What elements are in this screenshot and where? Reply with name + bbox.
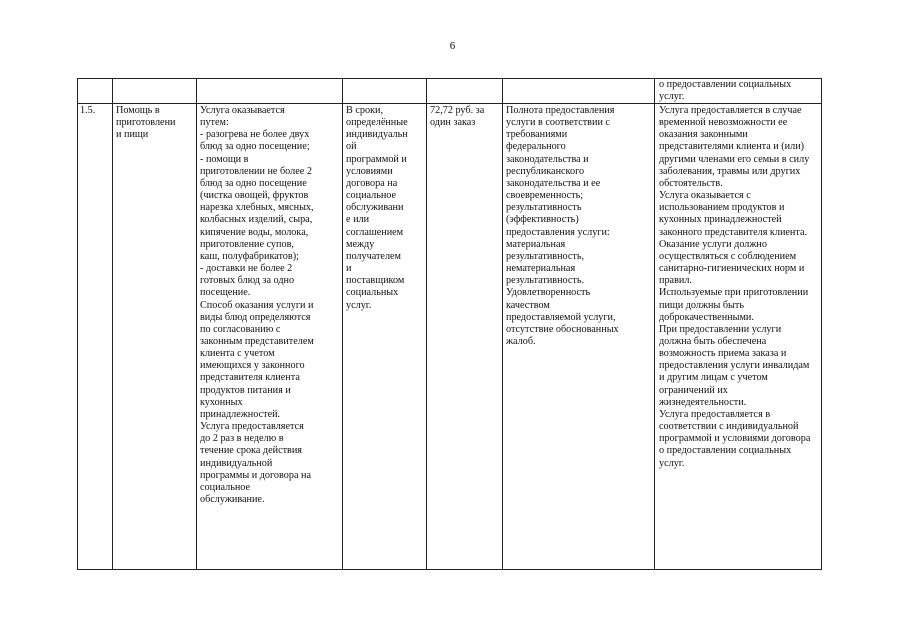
cell-text-line: ограничений их: [659, 384, 728, 396]
cell-text-line: санитарно-гигиенических норм и: [659, 263, 805, 275]
cell-text-line: блюд за одно посещение;: [200, 141, 310, 153]
cell-text-line: течение срока действия: [200, 445, 302, 457]
cell-text-line: Услуга оказывается: [200, 105, 285, 116]
table-bottom-border: [77, 569, 822, 570]
cell-text-line: посещение.: [200, 287, 251, 299]
cell-text-line: программой и: [346, 153, 407, 165]
cell-text-line: Услуга предоставляется в: [659, 408, 771, 420]
cell-text-line: кухонных принадлежностей: [659, 214, 782, 226]
cell-text-line: программы и договора на: [200, 469, 311, 481]
cell-text-line: индивидуальн: [346, 129, 408, 141]
cell-text-line: колбасных изделий, сыра,: [200, 214, 313, 226]
cell-text-line: е или: [346, 214, 370, 226]
service-conditions-cell: [659, 105, 810, 470]
cell-text-line: услуг.: [346, 299, 372, 311]
cell-text-line: о предоставлении социальных: [659, 79, 792, 90]
cell-text-line: блюд за одно посещение: [200, 177, 307, 189]
cell-text-line: и пищи: [116, 129, 149, 141]
service-quality-cell: [506, 105, 619, 348]
cell-text-line: и: [346, 263, 352, 275]
cell-text-line: определённые: [346, 117, 408, 129]
cell-text-line: правил.: [659, 275, 692, 287]
cell-text-line: получателем: [346, 250, 401, 262]
row-number-cell: 1.5.: [80, 105, 96, 116]
cell-text-line: материальная: [506, 238, 566, 250]
cell-text-line: по согласованию с: [200, 323, 281, 335]
cell-text-line: предоставления услуги:: [506, 226, 610, 238]
cell-text-line: доброкачественными.: [659, 311, 754, 323]
cell-text-line: продуктов питания и: [200, 384, 291, 396]
cell-text-line: ой: [346, 141, 357, 153]
cell-text-line: Помощь в: [116, 105, 160, 116]
cell-text-line: нарезка хлебных, мясных,: [200, 202, 314, 214]
cell-text-line: республиканского: [506, 165, 585, 177]
cell-text-line: принадлежностей.: [200, 408, 281, 420]
cell-text-line: Способ оказания услуги и: [200, 299, 314, 311]
cell-text-line: другими членами его семьи в силу: [659, 153, 810, 165]
cell-text-line: предоставляемой услуги,: [506, 311, 616, 323]
cell-text-line: законодательства и ее: [506, 177, 601, 189]
cell-text-line: клиента с учетом: [200, 348, 275, 360]
cell-text-line: осуществляться с соблюдением: [659, 250, 797, 262]
cell-text-line: законным представителем: [200, 335, 314, 347]
cell-text-line: использованием продуктов и: [659, 202, 785, 214]
cell-text-line: соглашением: [346, 226, 404, 238]
column-border: [426, 78, 427, 570]
cell-text-line: обслуживание.: [200, 494, 265, 505]
cell-text-line: результативность.: [506, 275, 585, 287]
cell-text-line: представителя клиента: [200, 372, 300, 384]
service-name-cell: [116, 105, 175, 141]
cell-text-line: услуг.: [659, 91, 685, 103]
cell-text-line: жалоб.: [506, 335, 536, 347]
cell-text-line: - помощи в: [200, 153, 249, 165]
cell-text-line: условиями: [346, 165, 393, 177]
cell-text-line: приготовлени: [116, 117, 176, 129]
cell-text-line: кипячение воды, молока,: [200, 226, 309, 238]
cell-text-line: нематериальная: [506, 263, 576, 275]
cell-text-line: услуг.: [659, 457, 685, 469]
cell-text-line: имеющихся у законного: [200, 360, 305, 372]
cell-text-line: отсутствие обоснованных: [506, 323, 619, 335]
column-border: [112, 78, 113, 570]
cell-text-line: (эффективность): [506, 214, 579, 226]
cell-text-line: индивидуальной: [200, 457, 273, 469]
cell-text-line: один заказ: [430, 117, 476, 129]
cell-text-line: 72,72 руб. за: [430, 105, 485, 116]
column-border: [196, 78, 197, 570]
cell-text-line: законного представителя клиента.: [659, 226, 808, 238]
column-border: [502, 78, 503, 570]
cell-text-line: каш, полуфабрикатов);: [200, 250, 299, 262]
top-row-conditions-cell: [659, 79, 791, 103]
cell-text-line: Оказание услуги должно: [659, 238, 767, 250]
cell-text-line: результативность: [506, 202, 582, 214]
cell-text-line: законодательства и: [506, 153, 589, 165]
cell-text-line: представителями клиента и (или): [659, 141, 805, 153]
column-border: [821, 78, 822, 570]
cell-text-line: (чистка овощей, фруктов: [200, 190, 309, 202]
cell-text-line: оказания законными: [659, 129, 748, 141]
cell-text-line: поставщиком: [346, 275, 405, 287]
page-number: 6: [449, 40, 456, 52]
cell-text-line: и другим лицам с учетом: [659, 372, 768, 384]
cell-text-line: готовых блюд за одно: [200, 275, 295, 287]
cell-text-line: При предоставлении услуги: [659, 323, 782, 335]
cell-text-line: социальных: [346, 287, 399, 299]
cell-text-line: предоставления услуги инвалидам: [659, 360, 810, 372]
cell-text-line: - доставки не более 2: [200, 263, 293, 275]
service-content-cell: [200, 105, 314, 506]
cell-text-line: заболевания, травмы или других: [659, 165, 801, 177]
cell-text-line: обстоятельств.: [659, 177, 723, 189]
cell-text-line: своевременность;: [506, 190, 584, 202]
cell-text-line: приготовление супов,: [200, 238, 294, 250]
column-border: [342, 78, 343, 570]
cell-text-line: Удовлетворенность: [506, 287, 591, 299]
cell-text-line: Услуга предоставляется в случае: [659, 105, 802, 116]
cell-text-line: Полнота предоставления: [506, 105, 615, 116]
column-border: [77, 78, 78, 570]
cell-text-line: Услуга оказывается с: [659, 190, 751, 202]
cell-text-line: программой и условиями договора: [659, 433, 811, 445]
cell-text-line: виды блюд определяются: [200, 311, 311, 323]
cell-text-line: приготовлении не более 2: [200, 165, 312, 177]
cell-text-line: - разогрева не более двух: [200, 129, 310, 141]
cell-text-line: обслуживани: [346, 202, 404, 214]
cell-text-line: Услуга предоставляется: [200, 421, 304, 433]
service-terms-cell: [346, 105, 408, 312]
cell-text-line: федерального: [506, 141, 566, 153]
cell-text-line: В сроки,: [346, 105, 383, 116]
cell-text-line: кухонных: [200, 396, 243, 408]
cell-text-line: услуги в соответствии с: [506, 117, 610, 129]
service-price-cell: [430, 105, 484, 129]
cell-text-line: временной невозможности ее: [659, 117, 788, 129]
cell-text-line: социальное: [200, 481, 251, 493]
cell-text-line: между: [346, 238, 375, 250]
cell-text-line: результативность,: [506, 250, 585, 262]
cell-text-line: Используемые при приготовлении: [659, 287, 809, 299]
cell-text-line: качеством: [506, 299, 550, 311]
cell-text-line: до 2 раз в неделю в: [200, 433, 284, 445]
cell-text-line: пищи должны быть: [659, 299, 744, 311]
cell-text-line: путем:: [200, 117, 229, 129]
cell-text-line: требованиями: [506, 129, 568, 141]
cell-text-line: жизнедеятельности.: [659, 396, 747, 408]
column-border: [654, 78, 655, 570]
cell-text-line: о предоставлении социальных: [659, 445, 792, 457]
cell-text-line: договора на: [346, 177, 398, 189]
cell-text-line: соответствии с индивидуальной: [659, 421, 799, 433]
cell-text-line: должна быть обеспечена: [659, 335, 767, 347]
cell-text-line: социальное: [346, 190, 397, 202]
cell-text-line: возможность приема заказа и: [659, 348, 787, 360]
